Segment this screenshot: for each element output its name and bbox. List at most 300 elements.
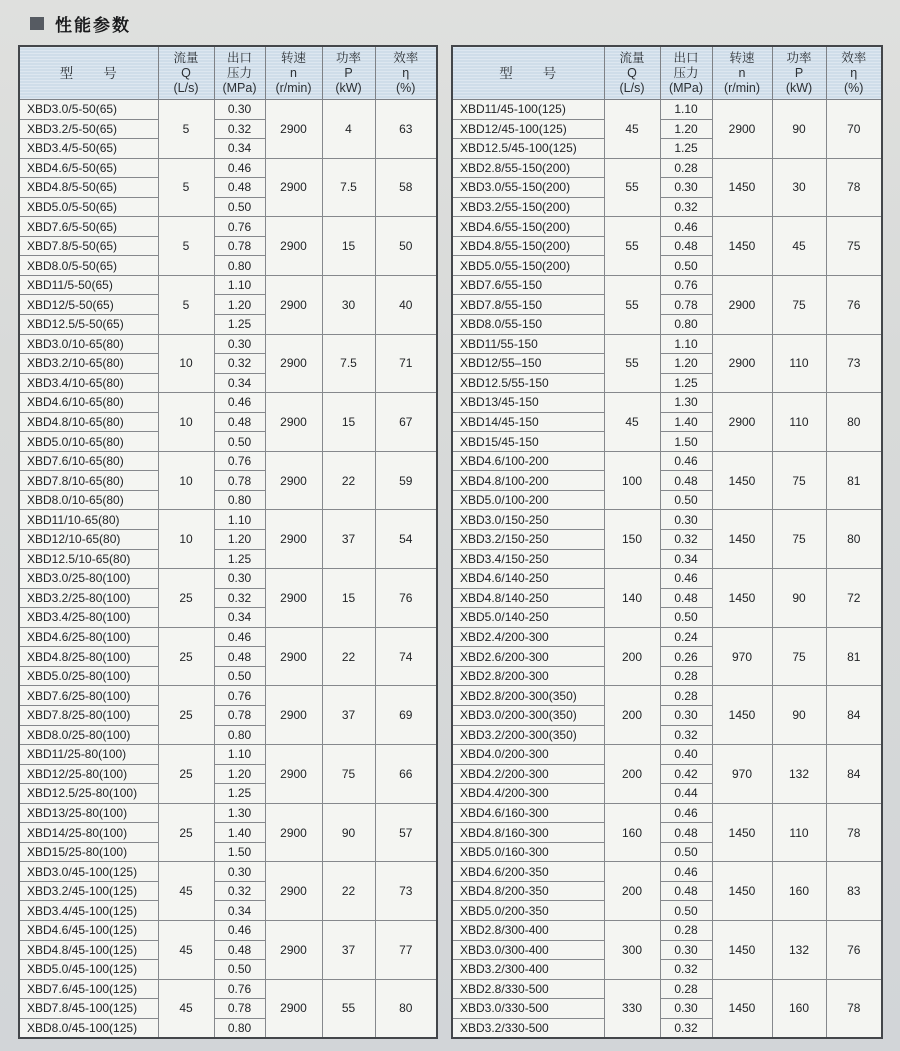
pressure-cell: 0.32 — [214, 354, 265, 374]
model-cell: XBD7.6/10-65(80) — [19, 451, 158, 471]
model-cell: XBD3.2/5-50(65) — [19, 119, 158, 139]
section-header — [0, 0, 900, 35]
header-line: P — [344, 65, 353, 80]
pressure-cell: 0.76 — [660, 275, 712, 295]
model-cell: XBD4.8/45-100(125) — [19, 940, 158, 960]
table-row — [19, 920, 437, 940]
flow-cell: 160 — [604, 803, 660, 862]
header-line: 效率 — [393, 50, 419, 65]
header-line: (L/s) — [173, 80, 199, 95]
flow-cell: 25 — [158, 803, 214, 862]
col-header-flow — [604, 46, 660, 100]
pressure-cell: 0.78 — [660, 295, 712, 315]
efficiency-cell: 57 — [375, 803, 437, 862]
power-cell: 7.5 — [322, 334, 375, 393]
pressure-cell: 0.50 — [660, 842, 712, 862]
efficiency-cell: 58 — [375, 158, 437, 217]
model-cell: XBD12/45-100(125) — [452, 119, 604, 139]
pressure-cell: 0.46 — [660, 569, 712, 589]
pressure-cell: 1.20 — [660, 119, 712, 139]
pressure-cell: 0.40 — [660, 745, 712, 765]
table-row — [452, 569, 882, 589]
table-row — [452, 862, 882, 882]
model-cell: XBD7.6/25-80(100) — [19, 686, 158, 706]
pressure-cell: 0.48 — [214, 412, 265, 432]
pressure-cell: 1.30 — [660, 393, 712, 413]
header-line: 压力 — [673, 65, 699, 80]
speed-cell: 1450 — [712, 510, 772, 569]
pressure-cell: 0.50 — [660, 256, 712, 276]
flow-cell: 45 — [604, 393, 660, 452]
speed-cell: 2900 — [265, 745, 322, 804]
speed-cell: 970 — [712, 627, 772, 686]
table-row — [452, 451, 882, 471]
speed-cell: 2900 — [265, 217, 322, 276]
table-row — [19, 510, 437, 530]
model-cell: XBD3.0/200-300(350) — [452, 705, 604, 725]
power-cell: 75 — [772, 510, 826, 569]
model-cell: XBD4.6/5-50(65) — [19, 158, 158, 178]
model-cell: XBD7.8/25-80(100) — [19, 705, 158, 725]
speed-cell: 2900 — [265, 158, 322, 217]
speed-cell: 2900 — [265, 275, 322, 334]
speed-cell: 2900 — [265, 686, 322, 745]
pressure-cell: 0.32 — [214, 881, 265, 901]
table-row — [452, 217, 882, 237]
model-cell: XBD2.8/200-300(350) — [452, 686, 604, 706]
model-cell: XBD8.0/55-150 — [452, 315, 604, 335]
model-cell: XBD11/10-65(80) — [19, 510, 158, 530]
efficiency-cell: 78 — [826, 979, 882, 1038]
pressure-cell: 0.76 — [214, 451, 265, 471]
model-cell: XBD11/45-100(125) — [452, 100, 604, 120]
power-cell: 132 — [772, 745, 826, 804]
table-row — [19, 275, 437, 295]
model-cell: XBD5.0/25-80(100) — [19, 666, 158, 686]
table-row — [19, 627, 437, 647]
speed-cell: 2900 — [265, 803, 322, 862]
table-row — [19, 803, 437, 823]
flow-cell: 5 — [158, 158, 214, 217]
page-title: 性能参数 — [55, 15, 131, 35]
pressure-cell: 1.25 — [214, 549, 265, 569]
model-cell: XBD12/55–150 — [452, 354, 604, 374]
power-cell: 15 — [322, 569, 375, 628]
pressure-cell: 1.25 — [660, 373, 712, 393]
pressure-cell: 0.26 — [660, 647, 712, 667]
flow-cell: 10 — [158, 334, 214, 393]
efficiency-cell: 73 — [375, 862, 437, 921]
pressure-cell: 0.76 — [214, 217, 265, 237]
model-cell: XBD3.2/25-80(100) — [19, 588, 158, 608]
pressure-cell: 0.32 — [660, 530, 712, 550]
table-row — [452, 100, 882, 120]
header-line: 转速 — [729, 50, 755, 65]
pressure-cell: 0.30 — [660, 999, 712, 1019]
flow-cell: 150 — [604, 510, 660, 569]
model-cell: XBD13/25-80(100) — [19, 803, 158, 823]
pressure-cell: 0.28 — [660, 920, 712, 940]
model-cell: XBD4.6/45-100(125) — [19, 920, 158, 940]
model-cell: XBD2.4/200-300 — [452, 627, 604, 647]
col-header-speed — [265, 46, 322, 100]
power-cell: 22 — [322, 451, 375, 510]
speed-cell: 2900 — [265, 862, 322, 921]
pressure-cell: 0.48 — [660, 471, 712, 491]
model-cell: XBD3.2/300-400 — [452, 960, 604, 980]
flow-cell: 45 — [158, 920, 214, 979]
power-cell: 132 — [772, 920, 826, 979]
pressure-cell: 1.30 — [214, 803, 265, 823]
model-cell: XBD3.0/330-500 — [452, 999, 604, 1019]
header-line: (L/s) — [619, 80, 645, 95]
model-cell: XBD5.0/160-300 — [452, 842, 604, 862]
efficiency-cell: 66 — [375, 745, 437, 804]
speed-cell: 2900 — [712, 100, 772, 159]
model-cell: XBD15/25-80(100) — [19, 842, 158, 862]
model-cell: XBD8.0/45-100(125) — [19, 1018, 158, 1038]
pressure-cell: 0.46 — [214, 627, 265, 647]
flow-cell: 200 — [604, 627, 660, 686]
header-line: Q — [627, 65, 637, 80]
pressure-cell: 0.78 — [214, 236, 265, 256]
efficiency-cell: 84 — [826, 745, 882, 804]
power-cell: 22 — [322, 862, 375, 921]
model-cell: XBD4.8/10-65(80) — [19, 412, 158, 432]
table-row — [19, 451, 437, 471]
flow-cell: 45 — [604, 100, 660, 159]
pressure-cell: 0.32 — [214, 119, 265, 139]
pressure-cell: 0.32 — [660, 725, 712, 745]
efficiency-cell: 80 — [826, 510, 882, 569]
model-cell: XBD3.2/150-250 — [452, 530, 604, 550]
efficiency-cell: 84 — [826, 686, 882, 745]
model-cell: XBD5.0/200-350 — [452, 901, 604, 921]
flow-cell: 55 — [604, 158, 660, 217]
flow-cell: 25 — [158, 686, 214, 745]
pressure-cell: 0.50 — [214, 960, 265, 980]
speed-cell: 2900 — [712, 393, 772, 452]
table-row — [19, 217, 437, 237]
flow-cell: 5 — [158, 100, 214, 159]
model-cell: XBD4.0/200-300 — [452, 745, 604, 765]
speed-cell: 2900 — [265, 451, 322, 510]
section-bullet-icon — [30, 17, 44, 30]
pressure-cell: 0.76 — [214, 686, 265, 706]
model-cell: XBD7.6/45-100(125) — [19, 979, 158, 999]
efficiency-cell: 76 — [375, 569, 437, 628]
model-cell: XBD12/25-80(100) — [19, 764, 158, 784]
pressure-cell: 1.10 — [214, 745, 265, 765]
pressure-cell: 0.32 — [660, 960, 712, 980]
flow-cell: 330 — [604, 979, 660, 1038]
pressure-cell: 0.46 — [660, 803, 712, 823]
model-cell: XBD12.5/25-80(100) — [19, 784, 158, 804]
header-line: 出口 — [226, 50, 252, 65]
pressure-cell: 1.20 — [214, 530, 265, 550]
efficiency-cell: 83 — [826, 862, 882, 921]
model-cell: XBD3.2/55-150(200) — [452, 197, 604, 217]
pressure-cell: 0.78 — [214, 705, 265, 725]
header-row — [452, 46, 882, 100]
efficiency-cell: 78 — [826, 158, 882, 217]
pressure-cell: 0.30 — [214, 100, 265, 120]
model-cell: XBD7.6/5-50(65) — [19, 217, 158, 237]
pressure-cell: 0.48 — [214, 178, 265, 198]
speed-cell: 2900 — [712, 334, 772, 393]
pressure-cell: 0.30 — [660, 705, 712, 725]
table-row — [19, 979, 437, 999]
pressure-cell: 0.48 — [660, 236, 712, 256]
pressure-cell: 0.80 — [214, 256, 265, 276]
model-cell: XBD2.6/200-300 — [452, 647, 604, 667]
model-cell: XBD7.8/55-150 — [452, 295, 604, 315]
model-cell: XBD12.5/10-65(80) — [19, 549, 158, 569]
power-cell: 110 — [772, 334, 826, 393]
pressure-cell: 1.25 — [214, 315, 265, 335]
efficiency-cell: 76 — [826, 920, 882, 979]
table-row — [452, 803, 882, 823]
power-cell: 4 — [322, 100, 375, 159]
pressure-cell: 0.34 — [214, 139, 265, 159]
pressure-cell: 1.10 — [214, 275, 265, 295]
pressure-cell: 0.50 — [214, 197, 265, 217]
power-cell: 90 — [772, 686, 826, 745]
model-cell: XBD12.5/55-150 — [452, 373, 604, 393]
pressure-cell: 0.30 — [660, 940, 712, 960]
power-cell: 90 — [772, 100, 826, 159]
power-cell: 110 — [772, 393, 826, 452]
header-line: 压力 — [226, 65, 252, 80]
flow-cell: 55 — [604, 334, 660, 393]
model-cell: XBD4.6/25-80(100) — [19, 627, 158, 647]
model-cell: XBD8.0/25-80(100) — [19, 725, 158, 745]
speed-cell: 1450 — [712, 686, 772, 745]
model-cell: XBD12/5-50(65) — [19, 295, 158, 315]
model-cell: XBD4.4/200-300 — [452, 784, 604, 804]
pressure-cell: 0.30 — [214, 569, 265, 589]
header-line: P — [794, 65, 804, 80]
model-cell: XBD3.2/45-100(125) — [19, 881, 158, 901]
model-cell: XBD3.0/55-150(200) — [452, 178, 604, 198]
power-cell: 7.5 — [322, 158, 375, 217]
model-cell: XBD7.8/45-100(125) — [19, 999, 158, 1019]
pressure-cell: 0.80 — [660, 315, 712, 335]
model-cell: XBD8.0/5-50(65) — [19, 256, 158, 276]
table-row — [452, 920, 882, 940]
flow-cell: 25 — [158, 627, 214, 686]
power-cell: 75 — [772, 627, 826, 686]
pressure-cell: 0.28 — [660, 979, 712, 999]
pressure-cell: 0.46 — [214, 393, 265, 413]
col-header-model: 型 号 — [452, 46, 604, 100]
col-header-efficiency — [826, 46, 882, 100]
col-header-flow — [158, 46, 214, 100]
header-line: 流量 — [619, 50, 645, 65]
table-row — [452, 275, 882, 295]
pressure-cell: 0.80 — [214, 490, 265, 510]
model-cell: XBD3.4/10-65(80) — [19, 373, 158, 393]
col-header-power — [772, 46, 826, 100]
power-cell: 110 — [772, 803, 826, 862]
efficiency-cell: 72 — [826, 569, 882, 628]
pressure-cell: 0.34 — [214, 901, 265, 921]
speed-cell: 1450 — [712, 217, 772, 276]
efficiency-cell: 75 — [826, 217, 882, 276]
pressure-cell: 0.30 — [214, 334, 265, 354]
model-cell: XBD3.0/5-50(65) — [19, 100, 158, 120]
pressure-cell: 0.50 — [214, 666, 265, 686]
pressure-cell: 0.32 — [660, 197, 712, 217]
model-cell: XBD3.0/150-250 — [452, 510, 604, 530]
header-line: 效率 — [841, 50, 867, 65]
model-cell: XBD2.8/300-400 — [452, 920, 604, 940]
header-line: η — [402, 65, 410, 80]
header-line: 流量 — [173, 50, 199, 65]
pressure-cell: 0.28 — [660, 666, 712, 686]
speed-cell: 2900 — [265, 393, 322, 452]
model-cell: XBD3.0/300-400 — [452, 940, 604, 960]
model-cell: XBD4.6/140-250 — [452, 569, 604, 589]
header-line: 转速 — [280, 50, 306, 65]
model-cell: XBD5.0/140-250 — [452, 608, 604, 628]
model-cell: XBD3.4/25-80(100) — [19, 608, 158, 628]
efficiency-cell: 70 — [826, 100, 882, 159]
pressure-cell: 0.48 — [214, 647, 265, 667]
performance-table-left — [18, 45, 438, 1039]
efficiency-cell: 50 — [375, 217, 437, 276]
pressure-cell: 1.25 — [660, 139, 712, 159]
header-line: (r/min) — [275, 80, 312, 95]
model-cell: XBD5.0/10-65(80) — [19, 432, 158, 452]
power-cell: 22 — [322, 627, 375, 686]
pressure-cell: 0.48 — [660, 823, 712, 843]
model-cell: XBD4.8/100-200 — [452, 471, 604, 491]
pressure-cell: 1.50 — [660, 432, 712, 452]
power-cell: 30 — [772, 158, 826, 217]
model-cell: XBD3.0/10-65(80) — [19, 334, 158, 354]
model-cell: XBD12.5/45-100(125) — [452, 139, 604, 159]
efficiency-cell: 40 — [375, 275, 437, 334]
efficiency-cell: 59 — [375, 451, 437, 510]
header-line: 功率 — [786, 50, 812, 65]
pressure-cell: 0.48 — [660, 588, 712, 608]
model-cell: XBD3.4/5-50(65) — [19, 139, 158, 159]
flow-cell: 300 — [604, 920, 660, 979]
model-cell: XBD3.0/45-100(125) — [19, 862, 158, 882]
speed-cell: 2900 — [265, 569, 322, 628]
model-cell: XBD2.8/55-150(200) — [452, 158, 604, 178]
model-cell: XBD4.8/25-80(100) — [19, 647, 158, 667]
model-cell: XBD4.2/200-300 — [452, 764, 604, 784]
pressure-cell: 0.80 — [214, 1018, 265, 1038]
model-cell: XBD11/55-150 — [452, 334, 604, 354]
model-cell: XBD15/45-150 — [452, 432, 604, 452]
model-cell: XBD5.0/55-150(200) — [452, 256, 604, 276]
header-line: (%) — [396, 80, 416, 95]
model-cell: XBD4.8/5-50(65) — [19, 178, 158, 198]
speed-cell: 1450 — [712, 158, 772, 217]
power-cell: 160 — [772, 979, 826, 1038]
model-cell: XBD4.6/200-350 — [452, 862, 604, 882]
col-header-pressure — [214, 46, 265, 100]
power-cell: 37 — [322, 510, 375, 569]
pressure-cell: 0.46 — [214, 158, 265, 178]
efficiency-cell: 67 — [375, 393, 437, 452]
pressure-cell: 1.20 — [214, 764, 265, 784]
flow-cell: 100 — [604, 451, 660, 510]
efficiency-cell: 81 — [826, 451, 882, 510]
flow-cell: 45 — [158, 979, 214, 1038]
model-cell: XBD2.8/330-500 — [452, 979, 604, 999]
speed-cell: 1450 — [712, 569, 772, 628]
header-line: (MPa) — [222, 80, 257, 95]
speed-cell: 2900 — [265, 920, 322, 979]
pressure-cell: 1.25 — [214, 784, 265, 804]
col-header-efficiency — [375, 46, 437, 100]
efficiency-cell: 73 — [826, 334, 882, 393]
pressure-cell: 1.40 — [660, 412, 712, 432]
speed-cell: 2900 — [265, 334, 322, 393]
pressure-cell: 0.28 — [660, 158, 712, 178]
pressure-cell: 0.34 — [214, 608, 265, 628]
table-row — [452, 979, 882, 999]
pressure-cell: 0.50 — [214, 432, 265, 452]
pressure-cell: 0.30 — [660, 178, 712, 198]
flow-cell: 5 — [158, 275, 214, 334]
speed-cell: 2900 — [265, 627, 322, 686]
efficiency-cell: 69 — [375, 686, 437, 745]
speed-cell: 2900 — [265, 100, 322, 159]
model-cell: XBD4.8/140-250 — [452, 588, 604, 608]
model-cell: XBD5.0/100-200 — [452, 490, 604, 510]
efficiency-cell: 71 — [375, 334, 437, 393]
efficiency-cell: 78 — [826, 803, 882, 862]
efficiency-cell: 80 — [375, 979, 437, 1038]
header-line: η — [850, 65, 858, 80]
header-line: (%) — [844, 80, 864, 95]
model-cell: XBD4.6/160-300 — [452, 803, 604, 823]
power-cell: 75 — [772, 451, 826, 510]
performance-table-right — [451, 45, 883, 1039]
speed-cell: 1450 — [712, 920, 772, 979]
pressure-cell: 0.48 — [214, 940, 265, 960]
col-header-speed — [712, 46, 772, 100]
model-cell: XBD7.6/55-150 — [452, 275, 604, 295]
model-cell: XBD12/10-65(80) — [19, 530, 158, 550]
pressure-cell: 1.10 — [660, 334, 712, 354]
model-cell: XBD11/5-50(65) — [19, 275, 158, 295]
flow-cell: 200 — [604, 862, 660, 921]
pressure-cell: 1.10 — [660, 100, 712, 120]
pressure-cell: 1.20 — [660, 354, 712, 374]
flow-cell: 25 — [158, 745, 214, 804]
pressure-cell: 0.42 — [660, 764, 712, 784]
pressure-cell: 0.80 — [214, 725, 265, 745]
table-row — [19, 745, 437, 765]
header-line: 功率 — [335, 50, 361, 65]
efficiency-cell: 74 — [375, 627, 437, 686]
flow-cell: 140 — [604, 569, 660, 628]
col-header-power — [322, 46, 375, 100]
power-cell: 15 — [322, 393, 375, 452]
header-row — [19, 46, 437, 100]
pressure-cell: 0.44 — [660, 784, 712, 804]
speed-cell: 2900 — [712, 275, 772, 334]
pressure-cell: 1.20 — [214, 295, 265, 315]
model-cell: XBD3.2/330-500 — [452, 1018, 604, 1038]
model-cell: XBD8.0/10-65(80) — [19, 490, 158, 510]
